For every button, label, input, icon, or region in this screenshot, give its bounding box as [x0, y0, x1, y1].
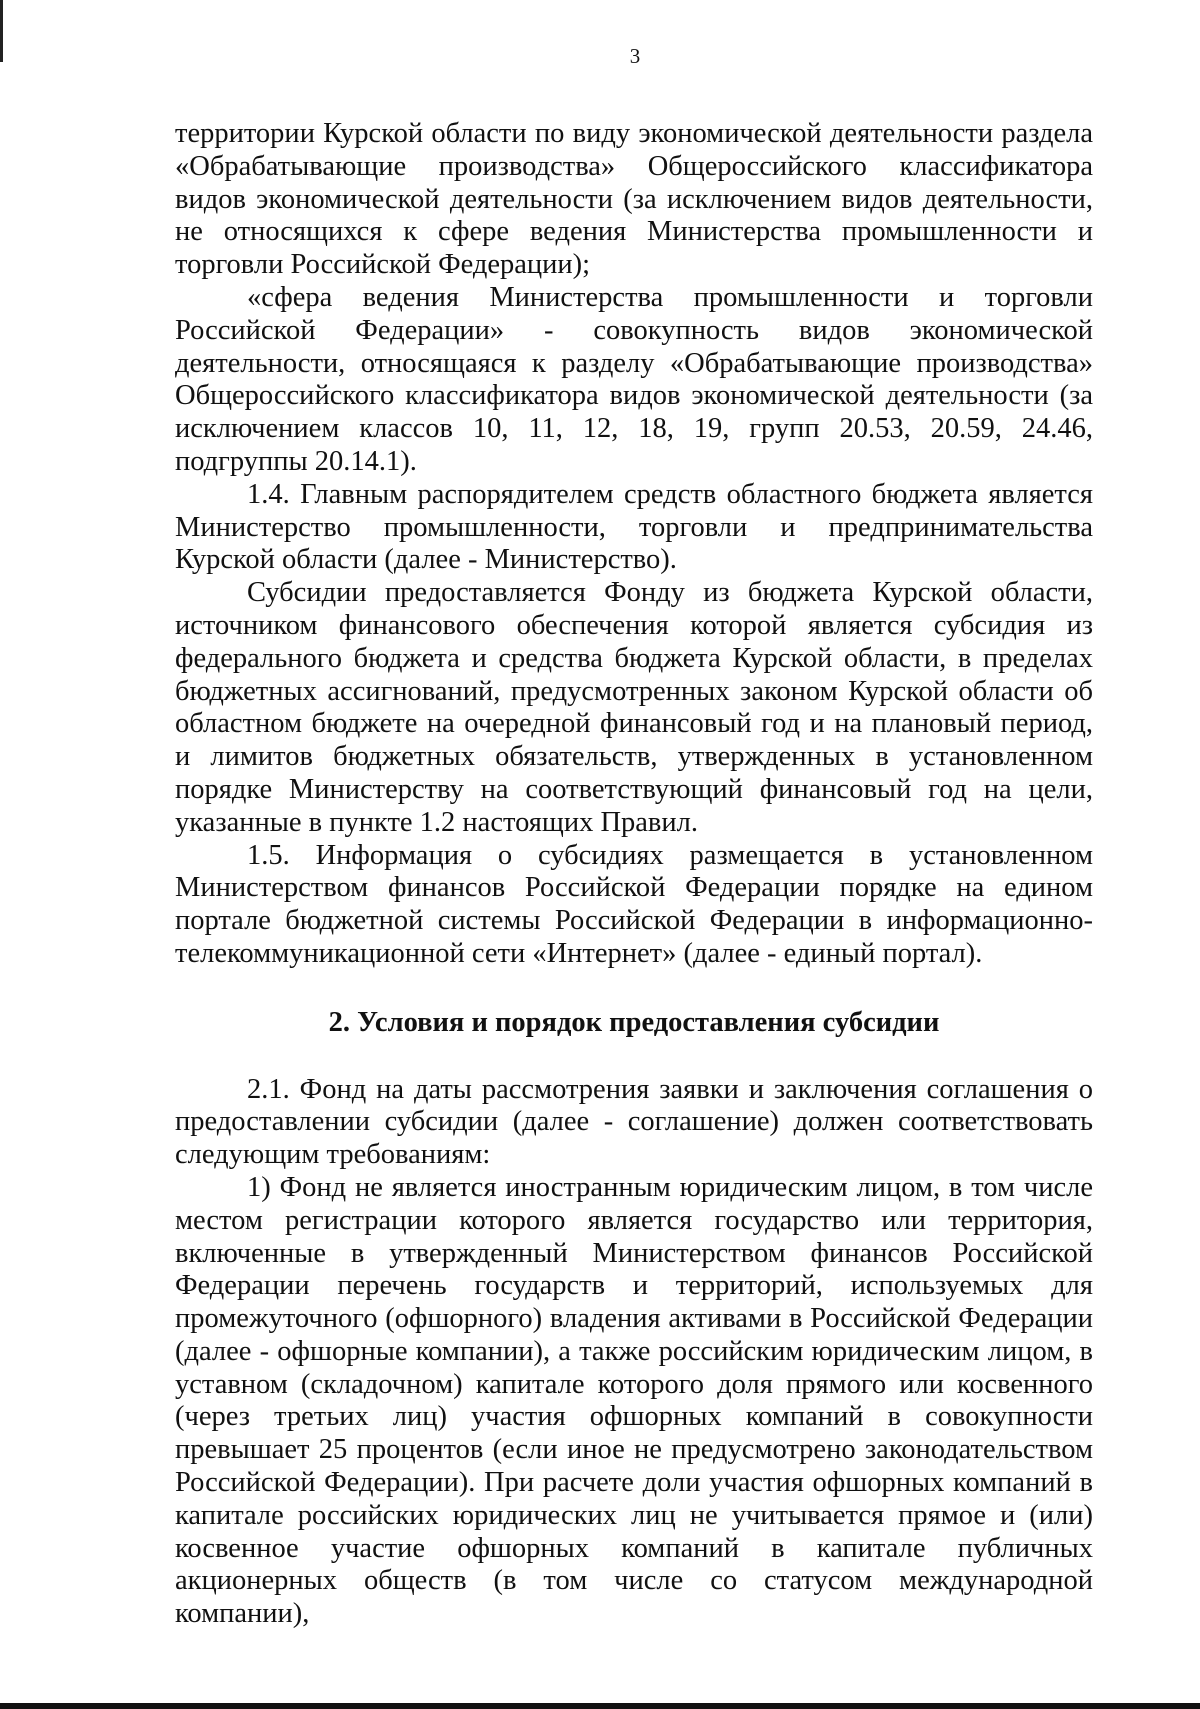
- paragraph-2-1-item-1: 1) Фонд не является иностранным юридическим лицом, в том числе местом регистрации которого является государство или территория, включенные в утвержденный Министерством финансов Российской Федерации перечень государств и территорий, используемых для промежуточного (офшорного) владения активами в Российской Федерации (далее - офшорные компании), а также российским юридическим лицом, в уставном (складочном) капитале которого доля прямого или косвенного (через третьих лиц) участия офшорных компаний в совокупности превышает 25 процентов (если иное не предусмотрено законодательством Российской Федерации). При расчете доли участия офшорных компаний в капитале российских юридических лиц не учитывается прямое и (или) косвенное участие офшорных компаний в капитале публичных акционерных обществ (в том числе со статусом международной компании),: [175, 1171, 1093, 1630]
- page-number: 3: [629, 44, 641, 68]
- scan-edge-bottom: [0, 1703, 1200, 1709]
- paragraph-continuation: территории Курской области по виду экономической деятельности раздела «Обрабатывающие производства» Общероссийского классификатора видов экономической деятельности (за исключением видов деятельности, не относящихся к сфере ведения Министерства промышленности и торговли Российской Федерации);: [175, 118, 1093, 281]
- document-body: [175, 118, 1093, 1631]
- paragraph-definition: «сфера ведения Министерства промышленности и торговли Российской Федерации» - совокупность видов экономической деятельности, относящаяся к разделу «Обрабатывающие производства» Общероссийского классификатора видов экономической деятельности (за исключением классов 10, 11, 12, 18, 19, групп 20.53, 20.59, 24.46, подгруппы 20.14.1).: [175, 281, 1093, 477]
- paragraph-subsidies: Субсидии предоставляется Фонду из бюджета Курской области, источником финансового обеспечения которой является субсидия из федерального бюджета и средства бюджета Курской области, в пределах бюджетных ассигнований, предусмотренных законом Курской области об областном бюджете на очередной финансовый год и на плановый период, и лимитов бюджетных обязательств, утвержденных в установленном порядке Министерству на соответствующий финансовый год на цели, указанные в пункте 1.2 настоящих Правил.: [175, 577, 1093, 838]
- paragraph-2-1: 2.1. Фонд на даты рассмотрения заявки и заключения соглашения о предоставлении субсидии (далее - соглашение) должен соответствовать следующим требованиям:: [175, 1073, 1093, 1171]
- paragraph-1-4: 1.4. Главным распорядителем средств областного бюджета является Министерство промышленности, торговли и предпринимательства Курской области (далее - Министерство).: [175, 478, 1093, 576]
- section-heading: 2. Условия и порядок предоставления субсидии: [328, 1006, 940, 1038]
- paragraph-1-5: 1.5. Информация о субсидиях размещается в установленном Министерством финансов Российской Федерации порядке на едином портале бюджетной системы Российской Федерации в информационно-телекоммуникационной сети «Интернет» (далее - единый портал).: [175, 839, 1093, 969]
